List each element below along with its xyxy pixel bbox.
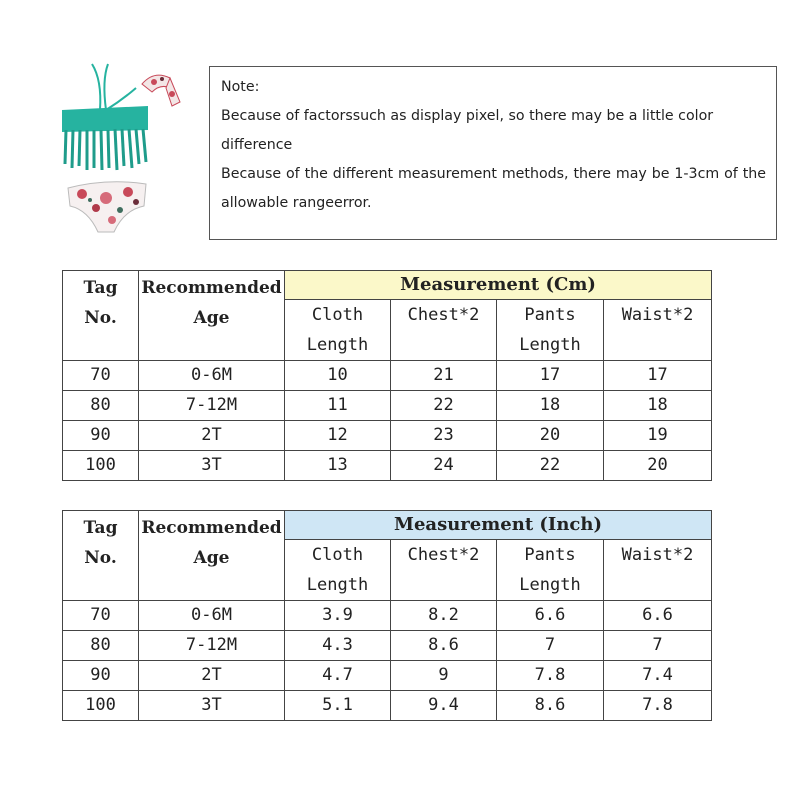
pants-length-cell: 17 xyxy=(497,361,604,391)
pants-length-cell: 7 xyxy=(497,631,604,661)
tag-no-header: Tag No. xyxy=(63,271,139,361)
pants-length-cell: 8.6 xyxy=(497,691,604,721)
chest-cell: 8.6 xyxy=(391,631,497,661)
waist-header: Waist*2 xyxy=(604,540,712,601)
pants-length-cell: 6.6 xyxy=(497,601,604,631)
table-row xyxy=(63,451,712,481)
table-row xyxy=(63,421,712,451)
age-cell: 2T xyxy=(139,661,285,691)
age-cell: 2T xyxy=(139,421,285,451)
cloth-length-cell: 13 xyxy=(285,451,391,481)
age-cell: 3T xyxy=(139,691,285,721)
cloth-length-cell: 12 xyxy=(285,421,391,451)
age-cell: 7-12M xyxy=(139,391,285,421)
chest-header: Chest*2 xyxy=(391,300,497,361)
recommended-age-header: Recommended Age xyxy=(139,511,285,601)
table-row xyxy=(63,691,712,721)
tag-cell: 80 xyxy=(63,631,139,661)
waist-cell: 6.6 xyxy=(604,601,712,631)
cloth-length-header: Cloth Length xyxy=(285,300,391,361)
table-row xyxy=(63,631,712,661)
tag-cell: 70 xyxy=(63,361,139,391)
table-row xyxy=(63,601,712,631)
chest-cell: 24 xyxy=(391,451,497,481)
age-cell: 0-6M xyxy=(139,361,285,391)
tag-no-header: Tag No. xyxy=(63,511,139,601)
tag-cell: 100 xyxy=(63,451,139,481)
recommended-age-header: Recommended Age xyxy=(139,271,285,361)
table-row xyxy=(63,361,712,391)
note-line-color: Because of factorssuch as display pixel, so there may be a little color difference xyxy=(221,108,714,153)
waist-cell: 7.4 xyxy=(604,661,712,691)
pants-length-cell: 7.8 xyxy=(497,661,604,691)
chest-cell: 9 xyxy=(391,661,497,691)
pants-length-header: Pants Length xyxy=(497,540,604,601)
tag-cell: 90 xyxy=(63,421,139,451)
pants-length-cell: 20 xyxy=(497,421,604,451)
tag-cell: 90 xyxy=(63,661,139,691)
age-cell: 7-12M xyxy=(139,631,285,661)
pants-length-header: Pants Length xyxy=(497,300,604,361)
cloth-length-cell: 10 xyxy=(285,361,391,391)
note-box xyxy=(209,66,777,240)
note-heading: Note: xyxy=(221,79,260,95)
tag-cell: 100 xyxy=(63,691,139,721)
chest-cell: 21 xyxy=(391,361,497,391)
chest-cell: 23 xyxy=(391,421,497,451)
waist-cell: 18 xyxy=(604,391,712,421)
cloth-length-header: Cloth Length xyxy=(285,540,391,601)
chest-header: Chest*2 xyxy=(391,540,497,601)
size-table-inch xyxy=(62,510,712,721)
note-line-measurement: Because of the different measurement methods, there may be 1-3cm of the allowable rangeerror. xyxy=(221,166,766,211)
pants-length-cell: 22 xyxy=(497,451,604,481)
product-image xyxy=(62,60,192,240)
measurement-cm-header: Measurement (Cm) xyxy=(285,271,712,300)
waist-cell: 7 xyxy=(604,631,712,661)
waist-cell: 7.8 xyxy=(604,691,712,721)
tag-cell: 80 xyxy=(63,391,139,421)
headband-icon xyxy=(142,75,180,106)
size-table-cm xyxy=(62,270,712,481)
waist-cell: 20 xyxy=(604,451,712,481)
swimsuit-top-icon xyxy=(62,64,148,170)
cloth-length-cell: 5.1 xyxy=(285,691,391,721)
tag-cell: 70 xyxy=(63,601,139,631)
table-row xyxy=(63,661,712,691)
waist-cell: 19 xyxy=(604,421,712,451)
chest-cell: 8.2 xyxy=(391,601,497,631)
age-cell: 0-6M xyxy=(139,601,285,631)
swimsuit-bottom-icon xyxy=(68,182,146,232)
cloth-length-cell: 11 xyxy=(285,391,391,421)
waist-header: Waist*2 xyxy=(604,300,712,361)
table-row xyxy=(63,391,712,421)
chest-cell: 9.4 xyxy=(391,691,497,721)
age-cell: 3T xyxy=(139,451,285,481)
cloth-length-cell: 3.9 xyxy=(285,601,391,631)
waist-cell: 17 xyxy=(604,361,712,391)
pants-length-cell: 18 xyxy=(497,391,604,421)
cloth-length-cell: 4.7 xyxy=(285,661,391,691)
chest-cell: 22 xyxy=(391,391,497,421)
cloth-length-cell: 4.3 xyxy=(285,631,391,661)
measurement-inch-header: Measurement (Inch) xyxy=(285,511,712,540)
